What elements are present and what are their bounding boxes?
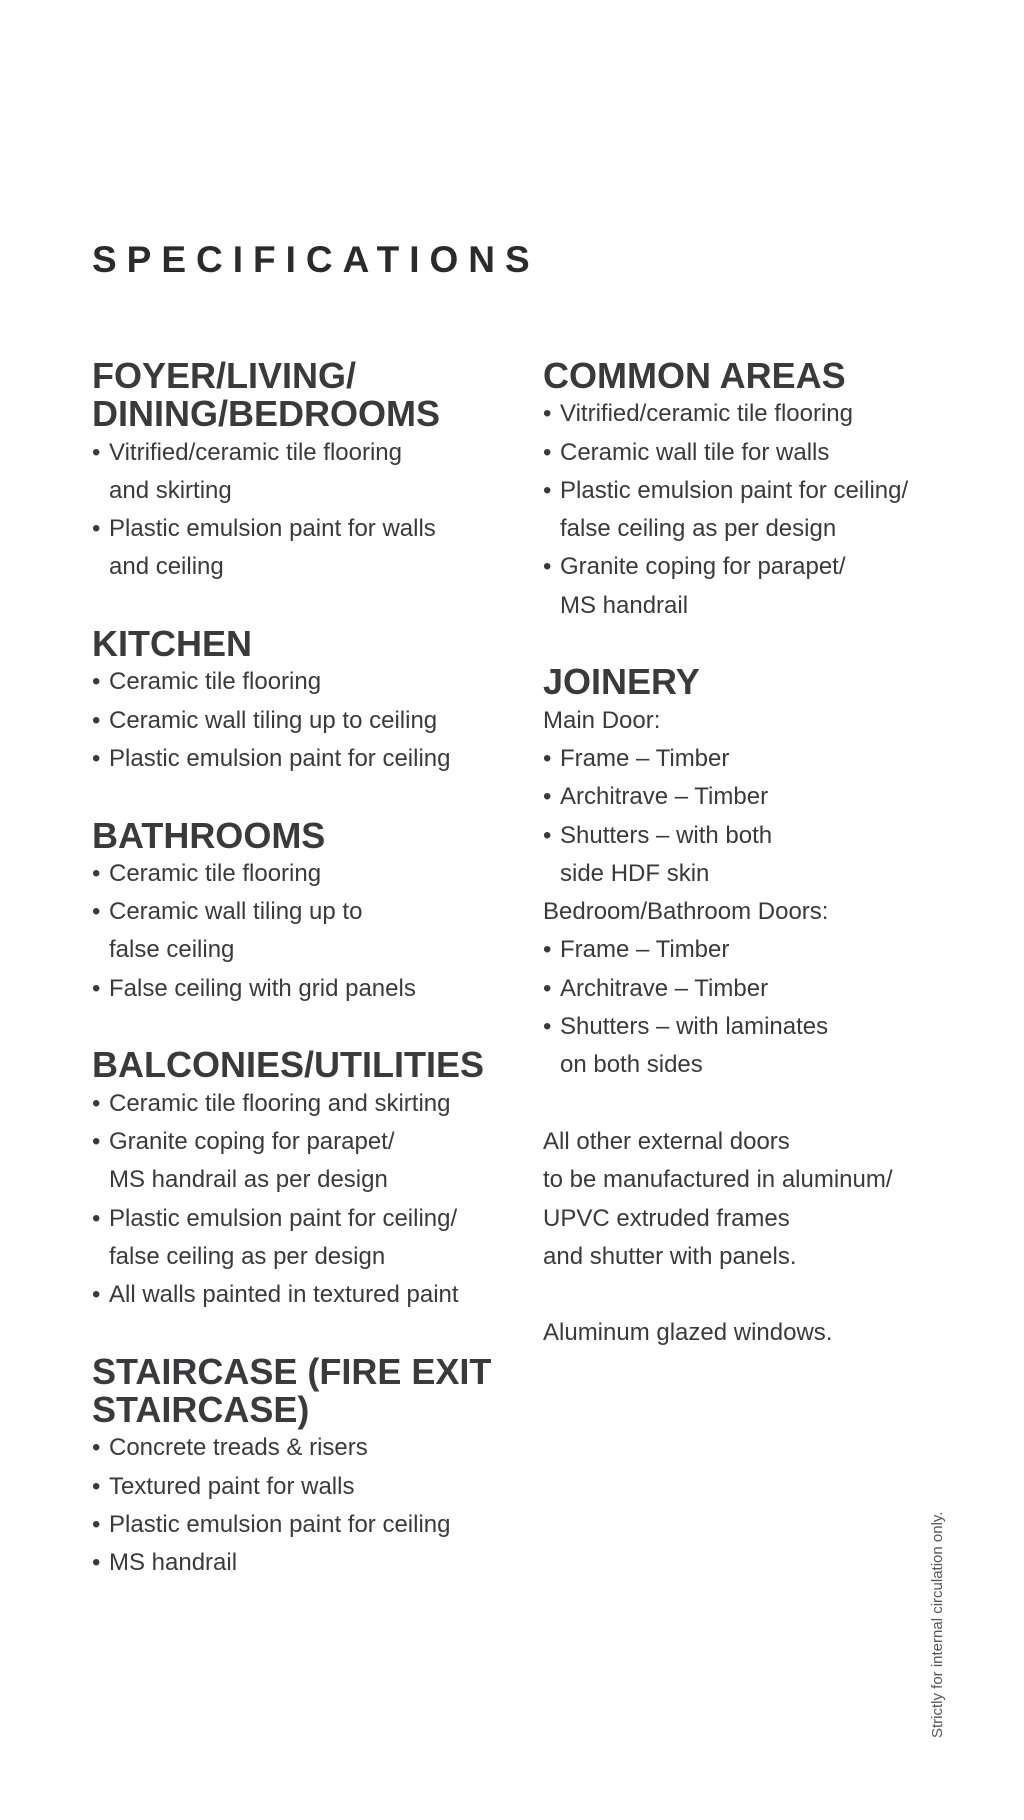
bullet-icon: •	[543, 744, 552, 772]
list-item	[543, 1008, 983, 1085]
list-item-text: Vitrified/ceramic tile flooring	[109, 438, 403, 466]
list-item	[92, 1468, 532, 1506]
bullet-icon: •	[92, 1281, 101, 1309]
list-item-text: MS handrail	[560, 591, 689, 619]
left-column	[92, 357, 532, 1583]
list-item	[92, 1506, 532, 1544]
list-item-text: Plastic emulsion paint for walls	[109, 515, 436, 543]
paragraph-line: UPVC extruded frames	[543, 1204, 790, 1232]
section-foyer-living-dining-bedrooms	[92, 357, 532, 587]
bullet-icon: •	[92, 859, 101, 887]
list-item-text: Plastic emulsion paint for ceiling	[109, 1510, 451, 1538]
section-title	[92, 625, 532, 663]
list-item-text: Ceramic tile flooring	[109, 859, 322, 887]
list-item	[92, 663, 532, 701]
list-item-text: false ceiling	[109, 936, 235, 964]
bullet-icon: •	[92, 1204, 101, 1232]
list-item-text: MS handrail as per design	[109, 1166, 388, 1194]
list-item-text: Shutters – with laminates	[560, 1013, 829, 1041]
bullet-icon: •	[543, 936, 552, 964]
section-title-line: STAIRCASE (FIRE EXIT STAIRCASE)	[92, 1350, 492, 1431]
section-bathrooms	[92, 814, 532, 1008]
paragraph-line: All other external doors	[543, 1127, 790, 1155]
list-item-text: MS handrail	[109, 1549, 238, 1577]
bullet-icon: •	[543, 821, 552, 849]
paragraph-line: and shutter with panels.	[543, 1242, 797, 1270]
bullet-icon: •	[543, 400, 552, 428]
section-title-line: KITCHEN	[92, 623, 252, 665]
list-item	[92, 1085, 532, 1123]
list-item	[543, 472, 983, 549]
section-joinery	[543, 663, 983, 1084]
list-item-text: Ceramic wall tile for walls	[560, 438, 830, 466]
bullet-icon: •	[92, 515, 101, 543]
bullet-icon: •	[543, 438, 552, 466]
section-title-line: BATHROOMS	[92, 814, 326, 856]
section-staircase	[92, 1350, 532, 1583]
section-title: JOINERY	[543, 661, 700, 703]
list-item	[543, 931, 983, 969]
right-column	[543, 357, 983, 1353]
list-item-text: Ceramic wall tiling up to ceiling	[109, 706, 438, 734]
bullet-icon: •	[92, 1127, 101, 1155]
list-item	[92, 1429, 532, 1467]
paragraph-line: Aluminum glazed windows.	[543, 1319, 833, 1347]
list-item-text: Architrave – Timber	[560, 974, 769, 1002]
list-item-text: Granite coping for parapet/	[109, 1127, 395, 1155]
list-item-text: Frame – Timber	[560, 936, 730, 964]
section-title-line: FOYER/LIVING/	[92, 355, 357, 396]
list-item-text: Textured paint for walls	[109, 1472, 355, 1500]
bullet-icon: •	[92, 974, 101, 1002]
list-item-text: Plastic emulsion paint for ceiling/	[109, 1204, 458, 1232]
list-item	[543, 395, 983, 433]
list-item-text: Plastic emulsion paint for ceiling/	[560, 476, 909, 504]
list-item	[543, 548, 983, 625]
list-item	[92, 1200, 532, 1277]
list-item	[92, 1544, 532, 1582]
list-item-text: false ceiling as per design	[109, 1242, 386, 1270]
list-item-text: Architrave – Timber	[560, 783, 769, 811]
list-item-text: Frame – Timber	[560, 744, 730, 772]
list-item-text: False ceiling with grid panels	[109, 974, 416, 1002]
list-item	[543, 778, 983, 816]
bullet-icon: •	[92, 1434, 101, 1462]
bullet-icon: •	[92, 438, 101, 466]
list-item	[92, 740, 532, 778]
section-common-areas	[543, 357, 983, 625]
list-item	[543, 970, 983, 1008]
list-item-text: and skirting	[109, 476, 232, 504]
section-title	[92, 1046, 532, 1084]
bullet-icon: •	[92, 744, 101, 772]
bullet-icon: •	[543, 1013, 552, 1041]
bullet-icon: •	[92, 1089, 101, 1117]
bullet-icon: •	[92, 898, 101, 926]
list-item-text: All walls painted in textured paint	[109, 1281, 459, 1309]
section-title-line: DINING/BEDROOMS	[92, 393, 441, 435]
main-door-label: Main Door:	[543, 706, 661, 734]
list-item	[92, 702, 532, 740]
list-item	[92, 510, 532, 587]
list-item	[543, 434, 983, 472]
list-item	[92, 1123, 532, 1200]
internal-circulation-note: Strictly for internal circulation only.	[929, 1511, 946, 1738]
bullet-icon: •	[92, 1510, 101, 1538]
bullet-icon: •	[92, 668, 101, 696]
section-title	[92, 814, 532, 856]
section-title	[92, 1350, 532, 1431]
bullet-icon: •	[92, 1472, 101, 1500]
list-item-text: Ceramic wall tiling up to	[109, 898, 363, 926]
section-title	[92, 357, 532, 434]
list-item-text: Ceramic tile flooring	[109, 668, 322, 696]
list-item-text: Ceramic tile flooring and skirting	[109, 1089, 451, 1117]
list-item	[92, 855, 532, 893]
paragraph-line: to be manufactured in aluminum/	[543, 1166, 893, 1194]
section-title-line: BALCONIES/UTILITIES	[92, 1044, 485, 1086]
bullet-icon: •	[543, 974, 552, 1002]
list-item-text: Shutters – with both	[560, 821, 773, 849]
list-item-text: side HDF skin	[560, 859, 710, 887]
list-item	[543, 817, 983, 894]
list-item-text: Granite coping for parapet/	[560, 553, 846, 581]
list-item	[92, 970, 532, 1008]
list-item-text: Vitrified/ceramic tile flooring	[560, 400, 854, 428]
list-item-text: and ceiling	[109, 553, 224, 581]
list-item	[92, 1276, 532, 1314]
bullet-icon: •	[543, 476, 552, 504]
list-item-text: Plastic emulsion paint for ceiling	[109, 744, 451, 772]
bullet-icon: •	[543, 783, 552, 811]
list-item	[92, 434, 532, 511]
bullet-icon: •	[543, 553, 552, 581]
section-balconies-utilities	[92, 1046, 532, 1314]
list-item-text: false ceiling as per design	[560, 515, 837, 543]
external-doors-paragraph	[543, 1123, 983, 1276]
bedroom-bathroom-doors-label: Bedroom/Bathroom Doors:	[543, 898, 829, 926]
bullet-icon: •	[92, 706, 101, 734]
windows-paragraph	[543, 1314, 983, 1352]
section-kitchen	[92, 625, 532, 778]
list-item-text: Concrete treads & risers	[109, 1434, 368, 1462]
list-item	[543, 740, 983, 778]
list-item	[92, 893, 532, 970]
page-title: SPECIFICATIONS	[92, 239, 540, 280]
section-title: COMMON AREAS	[543, 355, 846, 396]
list-item-text: on both sides	[560, 1051, 703, 1079]
bullet-icon: •	[92, 1549, 101, 1577]
